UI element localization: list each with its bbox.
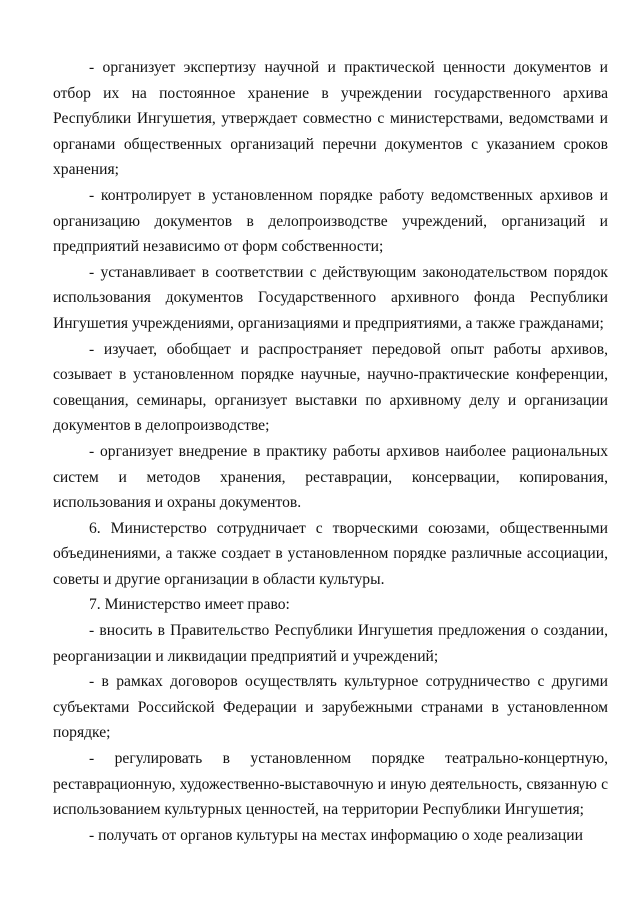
paragraph-implementation: - организует внедрение в практику работы архивов наиболее рациональных систем и методов хранения, реставрации, консервации, копирования, использования и охраны документов. <box>53 442 608 512</box>
paragraph-cooperation: - в рамках договоров осуществлять культурное сотрудничество с другими субъектами Российской Федерации и зарубежными странами в установленном порядке; <box>53 673 608 742</box>
paragraph-control-archives: - контролирует в установленном порядке работу ведомственных архивов и организацию документов в делопроизводстве учреждений, организаций и предприятий независимо от форм собственности; <box>53 186 608 256</box>
paragraph-regulation: - регулировать в установленном порядке театрально-концертную, реставрационную, художественно-выставочную и иную деятельность, связанную с использованием культурных ценностей, на территории Республики Ингушетия; <box>53 750 608 819</box>
paragraph-item-6: 6. Министерство сотрудничает с творческими союзами, общественными объединениями, а также создает в установленном порядке различные ассоциации, советы и другие организации в области культуры. <box>53 519 608 588</box>
paragraph-expertise: - организует экспертизу научной и практической ценности документов и отбор их на постоянное хранение в учреждении государственного архива Республики Ингушетия, утверждает совместно с министерствами, ведомствами и органами общественных организаций перечни документов с указанием сроков хранения; <box>53 59 608 179</box>
paragraph-item-7: 7. Министерство имеет право: <box>89 596 290 614</box>
paragraph-information: - получать от органов культуры на местах информацию о ходе реализации <box>89 826 583 844</box>
paragraph-usage-order: - устанавливает в соответствии с действующим законодательством порядок использования документов Государственного архивного фонда Республики Ингушетия учреждениями, организациями и предприятиями, а также гражданами; <box>53 263 608 332</box>
paragraph-proposals: - вносить в Правительство Республики Ингушетия предложения о создании, реорганизации и ликвидации предприятий и учреждений; <box>53 622 608 665</box>
paragraph-experience: - изучает, обобщает и распространяет передовой опыт работы архивов, созывает в установленном порядке научные, научно-практические конференции, совещания, семинары, организует выставки по архивному делу и организации документов в делопроизводстве; <box>53 340 608 435</box>
